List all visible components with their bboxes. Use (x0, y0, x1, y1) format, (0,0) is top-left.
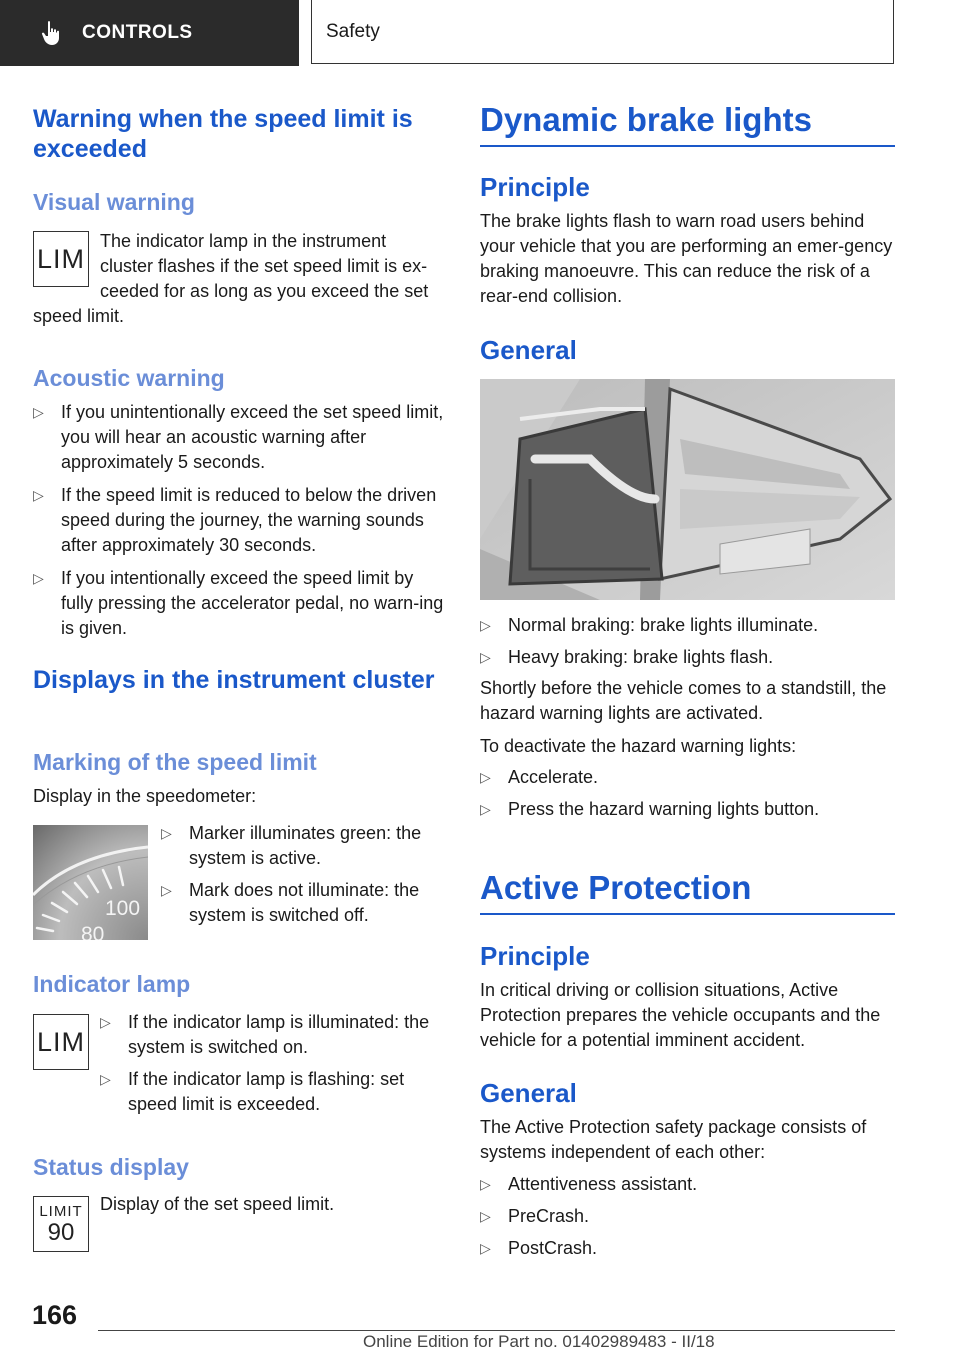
heading-displays-instrument-cluster: Displays in the instrument cluster (33, 666, 435, 694)
standstill-text: Shortly before the vehicle comes to a standstill, the hazard warning lights are activated. (480, 678, 887, 723)
triangle-bullet-icon: ▷ (33, 404, 44, 420)
lim-indicator-lamp-icon (33, 1014, 89, 1070)
heading-principle: Principle (480, 941, 590, 971)
triangle-bullet-icon: ▷ (480, 1208, 491, 1224)
edition-text: Online Edition for Part no. 01402989483 - II/18 (363, 1332, 715, 1351)
section-divider (480, 145, 895, 147)
list-item (33, 400, 448, 475)
triangle-bullet-icon: ▷ (33, 570, 44, 586)
triangle-bullet-icon: ▷ (480, 1240, 491, 1256)
limit-sign-label: LIMIT (39, 1202, 83, 1220)
list-item (33, 483, 448, 558)
heading-indicator-lamp: Indicator lamp (33, 971, 191, 997)
heading-status-display: Status display (33, 1154, 189, 1180)
page-number: 166 (32, 1300, 78, 1330)
lim-icon-text: LIM (36, 1026, 85, 1057)
heading-principle: Principle (480, 172, 590, 202)
list-item (480, 645, 895, 670)
triangle-bullet-icon: ▷ (480, 1176, 491, 1192)
left-column (33, 104, 448, 164)
marking-bullet-list (161, 821, 451, 928)
list-item-text: PreCrash. (508, 1206, 590, 1226)
lim-indicator-icon (33, 231, 89, 287)
visual-warning-line-2: cluster flashes if the set speed limit is ex- (100, 256, 428, 276)
status-text: Display of the set speed limit. (100, 1194, 335, 1214)
heading-active-protection: Active Protection (480, 869, 752, 906)
list-item (33, 566, 448, 641)
list-item-text: If you intentionally exceed the speed limit by fully pressing the accelerator pedal, no warn-ing is given. (61, 568, 444, 638)
chapter-tab-safety[interactable] (311, 0, 894, 64)
triangle-bullet-icon: ▷ (480, 649, 491, 665)
marking-text: Display in the speedometer: (33, 786, 257, 806)
section-label: CONTROLS (82, 22, 193, 43)
speed-limit-sign-icon (33, 1196, 89, 1252)
list-item-text: Accelerate. (508, 767, 599, 787)
triangle-bullet-icon: ▷ (100, 1014, 111, 1030)
list-item-text: If you unintentionally exceed the set speed limit, you will hear an acoustic warning after approximately 5 seconds. (61, 402, 444, 472)
list-item-text: If the indicator lamp is illuminated: the system is switched on. (128, 1012, 430, 1057)
triangle-bullet-icon: ▷ (33, 487, 44, 503)
list-item-text: PostCrash. (508, 1238, 598, 1258)
list-item (480, 1172, 895, 1197)
chapter-label: Safety (326, 20, 380, 42)
heading-visual-warning: Visual warning (33, 189, 195, 215)
heading-general: General (480, 335, 577, 365)
list-item-text: Heavy braking: brake lights flash. (508, 647, 774, 667)
deactivate-text: To deactivate the hazard warning lights: (480, 736, 797, 756)
speedo-label-100: 100 (105, 897, 141, 920)
list-item (480, 1204, 895, 1229)
list-item (161, 878, 451, 928)
section-divider (480, 913, 895, 915)
general-text: The Active Protection safety package consists of systems independent of each other: (480, 1117, 867, 1162)
indicator-bullet-list (100, 1010, 450, 1117)
principle-text: In critical driving or collision situations, Active Protection prepares the vehicle occupants and the vehicle for a potential imminent accident. (480, 980, 881, 1050)
list-item (161, 821, 451, 871)
list-item-text: Marker illuminates green: the system is active. (189, 823, 422, 868)
list-item-text: Attentiveness assistant. (508, 1174, 698, 1194)
heading-warning-speed-limit: Warning when the speed limit is exceeded (33, 105, 413, 163)
footer-divider (98, 1330, 895, 1331)
list-item (480, 765, 895, 790)
limit-sign-value: 90 (47, 1218, 75, 1246)
active-protection-bullet-list (480, 1172, 895, 1261)
brake-bullet-list (480, 613, 895, 670)
list-item (480, 613, 895, 638)
triangle-bullet-icon: ▷ (480, 769, 491, 785)
triangle-bullet-icon: ▷ (100, 1071, 111, 1087)
section-tab-controls[interactable] (0, 0, 299, 66)
list-item-text: If the indicator lamp is flashing: set speed limit is exceeded. (128, 1069, 405, 1114)
list-item (100, 1067, 450, 1117)
list-item-text: Mark does not illuminate: the system is switched off. (189, 880, 420, 925)
triangle-bullet-icon: ▷ (161, 882, 172, 898)
list-item (480, 797, 895, 822)
list-item-text: If the speed limit is reduced to below the driven speed during the journey, the warning sounds after approximately 30 seconds. (61, 485, 437, 555)
heading-acoustic-warning: Acoustic warning (33, 365, 225, 391)
visual-warning-line-1: The indicator lamp in the instrument (100, 231, 387, 251)
triangle-bullet-icon: ▷ (480, 801, 491, 817)
lim-icon-text: LIM (36, 243, 85, 274)
acoustic-bullet-list (33, 400, 448, 641)
speedometer-image (33, 825, 148, 940)
speedo-label-80: 80 (81, 923, 105, 940)
hand-pointer-icon (40, 20, 64, 46)
heading-general: General (480, 1078, 577, 1108)
visual-warning-line-4: speed limit. (33, 306, 125, 326)
list-item (100, 1010, 450, 1060)
visual-warning-line-3: ceeded for as long as you exceed the set (100, 281, 429, 301)
list-item (480, 1236, 895, 1261)
triangle-bullet-icon: ▷ (161, 825, 172, 841)
deactivate-bullet-list (480, 765, 895, 822)
list-item-text: Normal braking: brake lights illuminate. (508, 615, 819, 635)
list-item-text: Press the hazard warning lights button. (508, 799, 820, 819)
heading-dynamic-brake-lights: Dynamic brake lights (480, 101, 812, 138)
triangle-bullet-icon: ▷ (480, 617, 491, 633)
brake-light-image (480, 379, 895, 600)
principle-text: The brake lights flash to warn road users behind your vehicle that you are performing an emer-gency braking manoeuvre. This can reduce the risk of a rear-end collision. (480, 211, 893, 306)
heading-marking-speed-limit: Marking of the speed limit (33, 749, 317, 775)
